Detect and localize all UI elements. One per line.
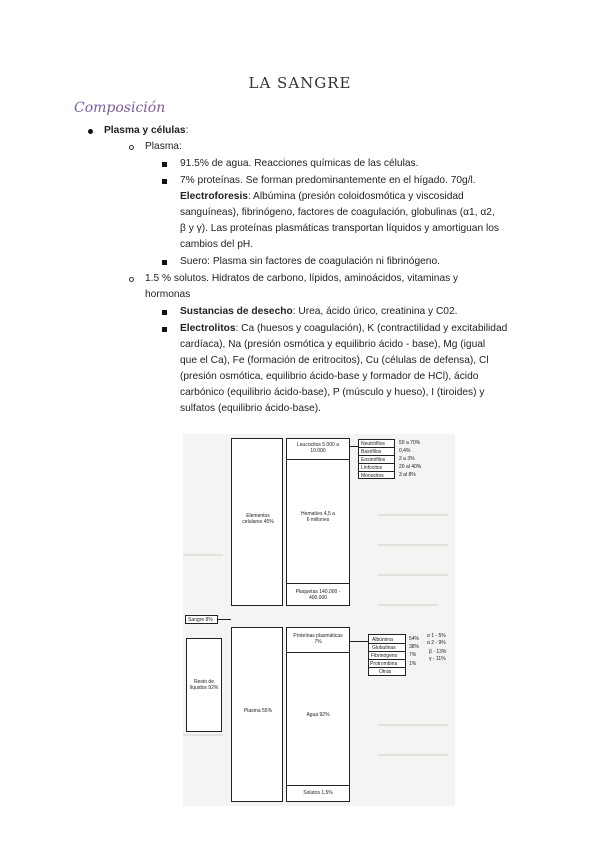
protrombina-value: 1% (409, 661, 417, 667)
albumina-value: 54% (409, 636, 420, 642)
plasma-celulas-item (104, 123, 188, 139)
linfocitos-value: 20 al 40% (399, 464, 422, 470)
leucocitos-detail (358, 439, 395, 479)
resto-label: Resto de líquidos 92% (189, 679, 219, 691)
plasma-fig-label: Plasma 55% (243, 708, 273, 714)
leucocitos-label: Leucocitos 5.000 a 10.000 (297, 442, 339, 454)
electrolitos-line-6: sulfatos (equilibrio ácido-base). (180, 403, 321, 414)
electrolitos-line-1 (180, 321, 507, 337)
bullet-circle (129, 145, 134, 150)
electrolitos-line-5: carbónico (equilibrio ácido-base), P (músculo y hueso), I (tiroides) y (180, 387, 485, 398)
elementos-label: Elementos celulares 45% (242, 513, 274, 525)
plasma-celulas-colon: : (185, 125, 189, 136)
elementos-box (231, 438, 283, 606)
otras-label: Otras (379, 669, 392, 675)
monocitos-value: 3 al 8% (399, 472, 416, 478)
globulinas-label: Globulinas (372, 645, 396, 651)
agua-fig-label: Agua 92% (306, 712, 330, 718)
electrolitos-line-4: (presión osmótica, equilibrio ácido-base y formador de HCl), ácido (180, 371, 479, 382)
proteinas-detail (368, 634, 406, 676)
electrolitos-line-2: cardíaca), Na (presión osmótica y equilibrio ácido - base), Mg (igual (180, 339, 486, 350)
bullet-dot (88, 129, 93, 134)
monocitos-label: Monocitos (361, 473, 384, 479)
solutos-fig-label: Solutos 1,5% (303, 790, 333, 796)
solutos-line-1: 1.5 % solutos. Hidratos de carbono, lípidos, aminoácidos, vitaminas y (145, 273, 459, 284)
resto-box (186, 638, 222, 732)
bullet-square (162, 162, 167, 167)
basofilos-value: 0,4% (399, 448, 411, 454)
plasma-composition-box (286, 627, 350, 802)
electrolitos-line-3: que el Ca), Fe (formación de eritrocitos), Cu (células de defensa), Cl (180, 355, 489, 366)
hematies-label: Hematíes 4,5 a 6 millones (301, 511, 335, 523)
albumina-label: Albúmina (372, 637, 393, 643)
plaquetas-label: Plaquetas 140.000 - 400.000 (295, 589, 341, 601)
bullet-square (162, 327, 167, 332)
electroforesis-text: : Albúmina (presión coloidosmótica y viscosidad (247, 191, 464, 202)
linfocitos-label: Linfocitos (361, 465, 383, 471)
eosinofilos-label: Eosinófilos (361, 457, 386, 463)
celulas-box (286, 438, 350, 606)
section-heading: Composición (74, 100, 166, 116)
sangre-box (185, 615, 218, 624)
electrolitos-label: Electrolitos (180, 323, 236, 334)
proteinas-line-2 (180, 189, 464, 205)
neutrofilos-label: Neutrófilos (361, 441, 385, 447)
beta-value: β - 13% (429, 649, 447, 655)
plasma-celulas-label: Plasma y células (104, 125, 186, 136)
protrombina-label: Protrombina (370, 661, 398, 667)
plasma-label: Plasma: (145, 141, 182, 152)
alpha1-value: α 1 - 5% (427, 633, 446, 639)
bullet-circle (129, 277, 134, 282)
agua-item: 91.5% de agua. Reacciones químicas de las células. (180, 158, 419, 169)
page-title: LA SANGRE (248, 74, 352, 92)
bullet-square (162, 310, 167, 315)
desecho-item (180, 304, 457, 320)
basofilos-label: Basófilos (361, 449, 382, 455)
proteinas-line-3: sanguíneas), fibrinógeno, factores de coagulación, globulinas (α1, α2, (180, 207, 495, 218)
solutos-line-2: hormonas (145, 289, 191, 300)
plasma-box (231, 627, 283, 802)
desecho-label: Sustancias de desecho (180, 306, 293, 317)
suero-item: Suero: Plasma sin factores de coagulación ni fibrinógeno. (180, 256, 440, 267)
gamma-value: γ - 11% (429, 656, 446, 662)
eosinofilos-value: 2 a 3% (399, 456, 415, 462)
proteinas-line-5: cambios del pH. (180, 239, 254, 250)
globulinas-value: 38% (409, 644, 420, 650)
sangre-label: Sangre 8% (188, 617, 213, 623)
desecho-text: : Urea, ácido úrico, creatinina y C02. (292, 306, 458, 317)
fibrinogeno-value: 7% (409, 652, 417, 658)
proteinas-fig-label: Proteínas plasmáticas 7% (293, 633, 343, 645)
electrolitos-text: : Ca (huesos y coagulación), K (contractilidad y excitabilidad (235, 323, 508, 334)
proteinas-line-4: β y γ). Las proteínas plasmáticas transportan líquidos y amortiguan los (180, 223, 499, 234)
fibrinogeno-label: Fibrinógeno (371, 653, 398, 659)
proteinas-line-1: 7% proteínas. Se forman predominantemente en el hígado. 70g/l. (180, 175, 476, 186)
bullet-square (162, 179, 167, 184)
alpha2-value: α 2 - 9% (427, 640, 446, 646)
neutrofilos-value: 50 a 70% (399, 440, 421, 446)
blood-composition-figure (183, 434, 455, 806)
bullet-square (162, 260, 167, 265)
electroforesis-label: Electroforesis (180, 191, 248, 202)
